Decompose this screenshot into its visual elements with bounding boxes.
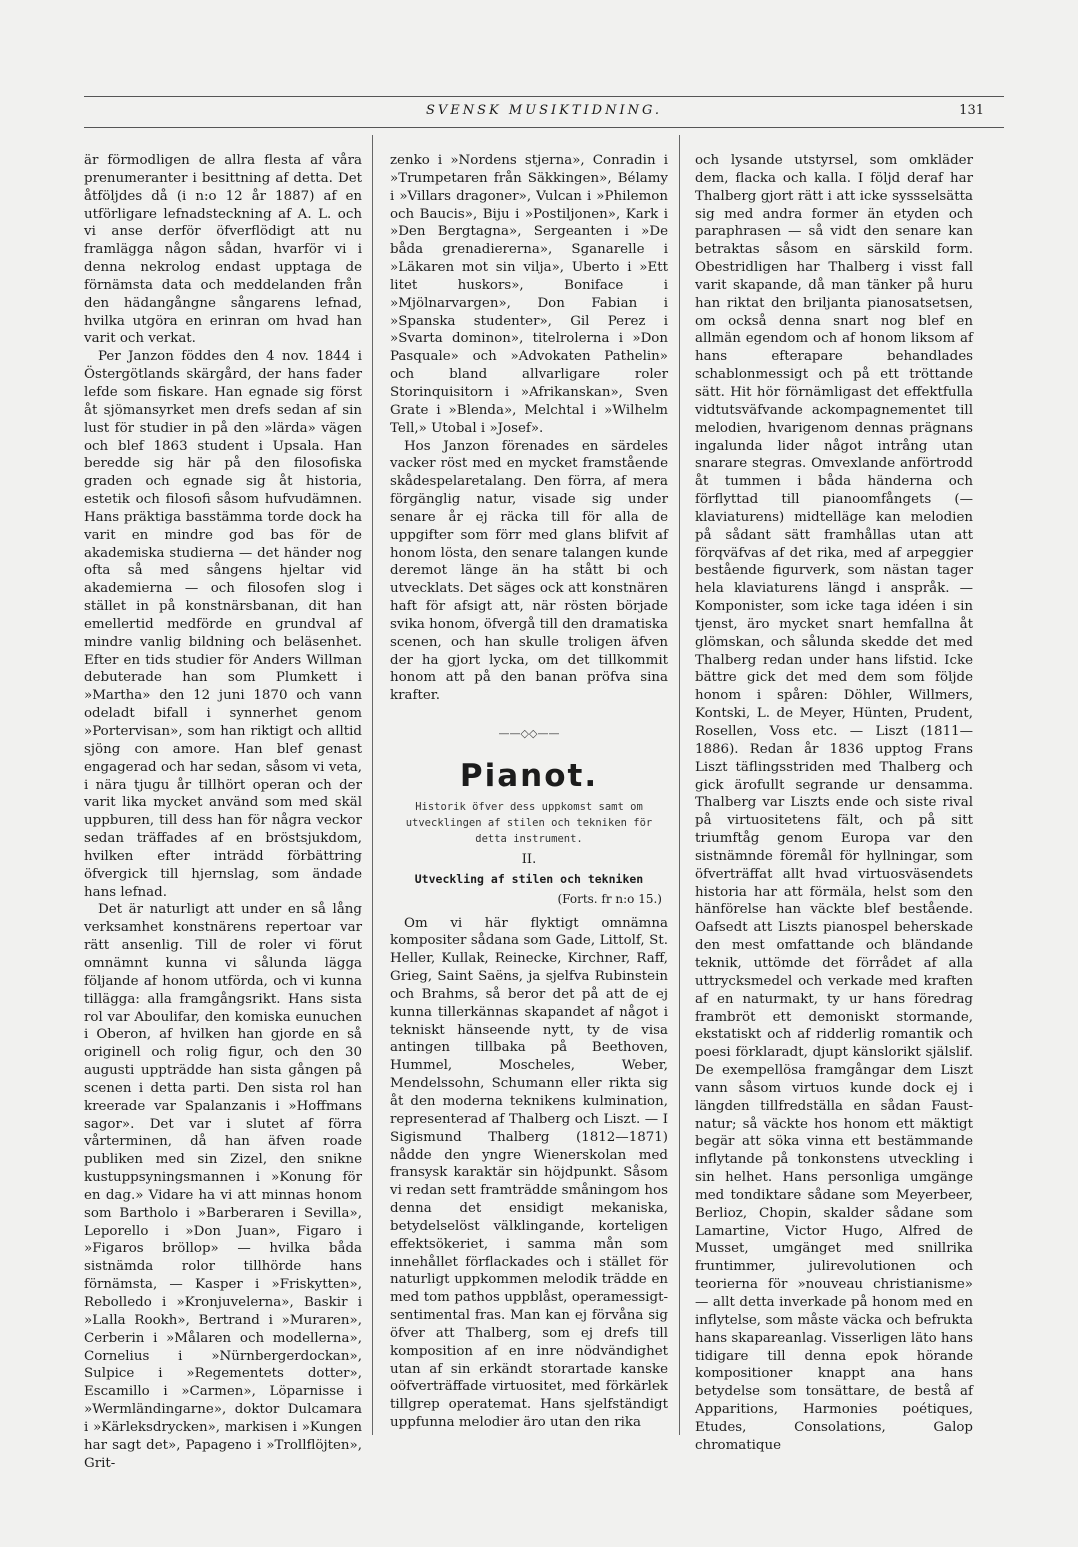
page-header <box>84 96 1004 128</box>
paragraph: och lysande utstyrsel, som omkläder dem, flacka och kalla. I följd deraf har Thalberg gjort rätt i att icke syssselsätta sig med andra former än etyden och paraphrasen — så vidt den senare kan betraktas såsom en särskild form. Obestridligen har Thalberg i visst fall varit skapande, då man tänker på huru han riktat den briljanta pianosatsetsen, om också denna snart nog blef en allmän egendom och af honom liksom af hans efterapare behandlades schablonmessigt och på ett tröttande sätt. Hit hör förnämligast det effektfulla vidtutsväfvande ackompagnementet till melodien, hvarigenom dennas prägnans ingalunda lider något intrång utan snarare stegras. Omvexlande anförtrodd åt tummen i båda händerna och förflyttad till pianoomfångets (— klaviaturens) midtelläge kan melodien på sådant sätt framhållas utan att förqväfvas af det rika, med af arpeggier bestående figurverk, som nästan tager hela klaviaturens längd i anspråk. — Komponister, som icke taga idéen i sin tjenst, äro mycket snart hemfallna åt glömskan, och sålunda skedde det med Thalberg redan under hans lifstid. Icke bättre gick det med dem som följde honom i spåren: Döhler, Willmers, Kontski, L. de Meyer, Hünten, Prudent, Rosellen, Voss etc. — Liszt (1811—1886). Redan år 1836 upptog Frans Liszt täflingsstriden med Thalberg och gick ärofullt segrande ur densamma. Thalberg var Liszts ende och siste rival på virtuositetens fält, och på sitt triumftåg genom Europa var den sistnämnde föremål för hyllningar, som öfverträffat allt hvad virtuosväsendets historia har att förmäla, helst som den hänförelse han väckte blef bestående. Oafsedt att Liszts pianospel beherskade den mest omfattande och bländande teknik, uttömde det förrådet af alla uttrycksmedel och verkade med kraften af en naturmakt, ty ur hans föredrag frambröt ett demoniskt stormande, ekstatiskt och af ridderlig romantik och poesi förklaradt, djupt känslorikt själslif. De exempellösa framgångar dem Liszt vann såsom virtuos kunde dock ej i längden tillfredställa en sådan Faust-natur; så väckte hos honom ett mäktigt begär att söka vinna ett bestämmande inflytande på tonkonstens utveckling i sin helhet. Hans personliga umgänge med tondiktare sådane som Meyerbeer, Berlioz, Chopin, skalder sådane som Lamartine, Victor Hugo, Alfred de Musset, umgänget med snillrika fruntimmer, julirevolutionen och teorierna för »nouveau christianisme» — allt detta inverkade på honom med en inflytelse, som måste väcka och befrukta hans skapareanlag. Visserligen läto hans tidigare till denna epok hörande kompositioner knappt ana hans betydelse som tonsättare, de bestå af Apparitions, Harmonies poétiques, Etudes, Consolations, Galop chromatique <box>695 153 973 1453</box>
section-ornament: ——◇◇—— <box>498 727 560 741</box>
continuation-note: (Forts. fr n:o 15.) <box>557 891 662 906</box>
paragraph: zenko i »Nordens stjerna», Conradin i »Trumpetaren från Säkkingen», Bélamy i »Villars dragoner», Vulcan i »Philemon och Baucis», Biju i »Postiljonen», Kark i »Den Bergtagna», Sergeanten i »De båda grenadiererna», Sganarelle i »Läkaren mot sin vilja», Uberto i »Ett litet huskors», Boniface i »Mjölnarvargen», Don Fabian i »Spanska studenter», Gil Perez i »Svarta dominon», titelrolerna i »Don Pasquale» och »Advokaten Pathelin» och bland allvarligare roler Storinquisitorn i »Afrikanskan», Sven Grate i »Blenda», Melchtal i »Wilhelm Tell,» Utobal i »Josef». <box>390 153 668 436</box>
running-title: SVENSK MUSIKTIDNING. <box>425 103 663 118</box>
part-number: II. <box>521 852 537 867</box>
article-subtitle: Historik öfver dess uppkomst samt om utvecklingen af stilen och tekniken för detta instrument. <box>405 801 653 845</box>
paragraph: är förmodligen de allra flesta af våra prenumeranter i besittning af detta. Det åtföljdes då (i n:o 12 år 1887) af en utförligare lefnadsteckning af A. L. och vi anse derför öfverflödigt att nu framlägga någon sådan, hvarför vi i denna nekrolog endast upptaga de förnämsta data och meddelanden från den hädangångne sångarens lefnad, hvilka utgöra en erinran om hvad han varit och verkat. <box>84 153 362 347</box>
column-right <box>695 152 973 1455</box>
paragraph: Per Janzon föddes den 4 nov. 1844 i Östergötlands skärgård, der hans fader lefde som fiskare. Han egnade sig först åt sjömansyrket men drefs sedan af sin lust för studier in på den »lärda» vägen och blef 1863 student i Upsala. Han beredde sig här på den filosofiska graden och egnade sig åt historia, estetik och filosofi såsom hufvudämnen. Hans präktiga basstämma torde dock ha varit en mindre god bas för de akademiska studierna — det händer nog ofta så med sångens hjeltar vid akademierna — och filosofen slog i stället in på konstnärsbanan, dit han emellertid medförde en grundval af mindre vanlig bildning och beläsenhet. Efter en tids studier för Anders Willman debuterade han som Plumkett i »Martha» den 12 juni 1870 och vann odeladt bifall i synnerhet genom »Portervisan», som han riktigt och alltid sjöng con amore. Han blef genast engagerad och har sedan, såsom vi veta, i nära tjugu år tillhört operan och der varit lika mycket använd som med skäl uppburen, till dess han för några veckor sedan träffades af en bröstsjukdom, hvilken efter inträdd förbättring öfvergick till hjernslag, som ändade hans lefnad. <box>84 349 362 900</box>
column-left <box>84 152 362 1472</box>
paragraph: Hos Janzon förenades en särdeles vacker röst med en mycket framstående skådespelaretalang. Den förra, af mera förgänglig natur, visade sig under senare år ej räcka till för alla de uppgifter som förr med glans blifvit af honom lösta, den senare talangen kunde deremot länge än ha stått bi och utvecklats. Det säges ock att konstnären haft för afsigt att, när rösten började svika honom, öfvergå till den dramatiska scenen, och han skulle troligen äfven der ha gjort lycka, om det tillkommit honom att på den banan pröfva sina krafter. <box>390 438 668 704</box>
column-middle <box>390 152 668 1432</box>
column-divider <box>679 135 680 1435</box>
column-divider <box>372 135 373 1435</box>
paragraph: Det är naturligt att under en så lång verksamhet konstnärens repertoar var rätt ansenlig. Till de roler vi förut omnämnt kunna vi sålunda lägga följande af honom utförda, och vi kunna tillägga: alla framgångsrikt. Hans sista rol var Aboulifar, den komiska eunuchen i Oberon, af hvilken han gjorde en så originell och rolig figur, och den 30 augusti uppträdde han sista gången på scenen i detta parti. Den sista rol han kreerade var Spalanzanis i »Hoffmans sagor». Det var i slutet af förra vårterminen, då han äfven roade publiken med sin Zizel, den snikne kustuppsyningsmannen i »Konung för en dag.» Vidare ha vi att minnas honom som Bartholo i »Barberaren i Sevilla», Leporello i »Don Juan», Figaro i »Figaros bröllop» — hvilka båda sistnämda rolor tillhörde hans förnämsta, — Kasper i »Friskytten», Rebolledo i »Kronjuvelerna», Baskir i »Lalla Rookh», Bertrand i »Muraren», Cerberin i »Målaren och modellerna», Cornelius i »Nürnbergerdockan», Sulpice i »Regementets dotter», Escamillo i »Carmen», Löparnisse i »Wermländingarne», doktor Dulcamara i »Kärleksdrycken», markisen i »Kungen har sagt det», Papageno i »Trollflöjten», Grit- <box>84 902 362 1471</box>
section-heading: Utveckling af stilen och tekniken <box>414 871 644 886</box>
paragraph: Om vi här flyktigt omnämna kompositer sådana som Gade, Littolf, St. Heller, Kullak, Reinecke, Kirchner, Raff, Grieg, Saint Saëns, ja sjelfva Rubinstein och Brahms, så beror det på att de ej kunna tillerkännas skapandet af något i tekniskt hänseende nytt, ty de visa antingen tillbaka på Beethoven, Hummel, Moscheles, Weber, Mendelssohn, Schumann eller rikta sig åt den moderna teknikens kulmination, representerad af Thalberg och Liszt. — I Sigismund Thalberg (1812—1871) nådde den yngre Wienerskolan med fransysk karaktär sin höjdpunkt. Såsom vi redan sett framträdde småningom hos denna det ensidigt mekaniska, betydelselöst välklingande, korteligen effektsökeriet, i samma mån som innehållet förflackades och i stället för naturligt uppkommen melodik trädde en med tom pathos uppblåst, operamessigt-sentimental fras. Man kan ej förvåna sig öfver att Thalberg, som ej drefs till komposition af en inre nödvändighet utan af sin erkändt storartade kanske oöfverträffade virtuositet, med förkärlek tillgrep operatemat. Hans sjelfständigt uppfunna melodier äro utan den rika <box>390 915 668 1431</box>
article-title: Pianot. <box>459 758 599 794</box>
page-number: 131 <box>959 103 984 118</box>
